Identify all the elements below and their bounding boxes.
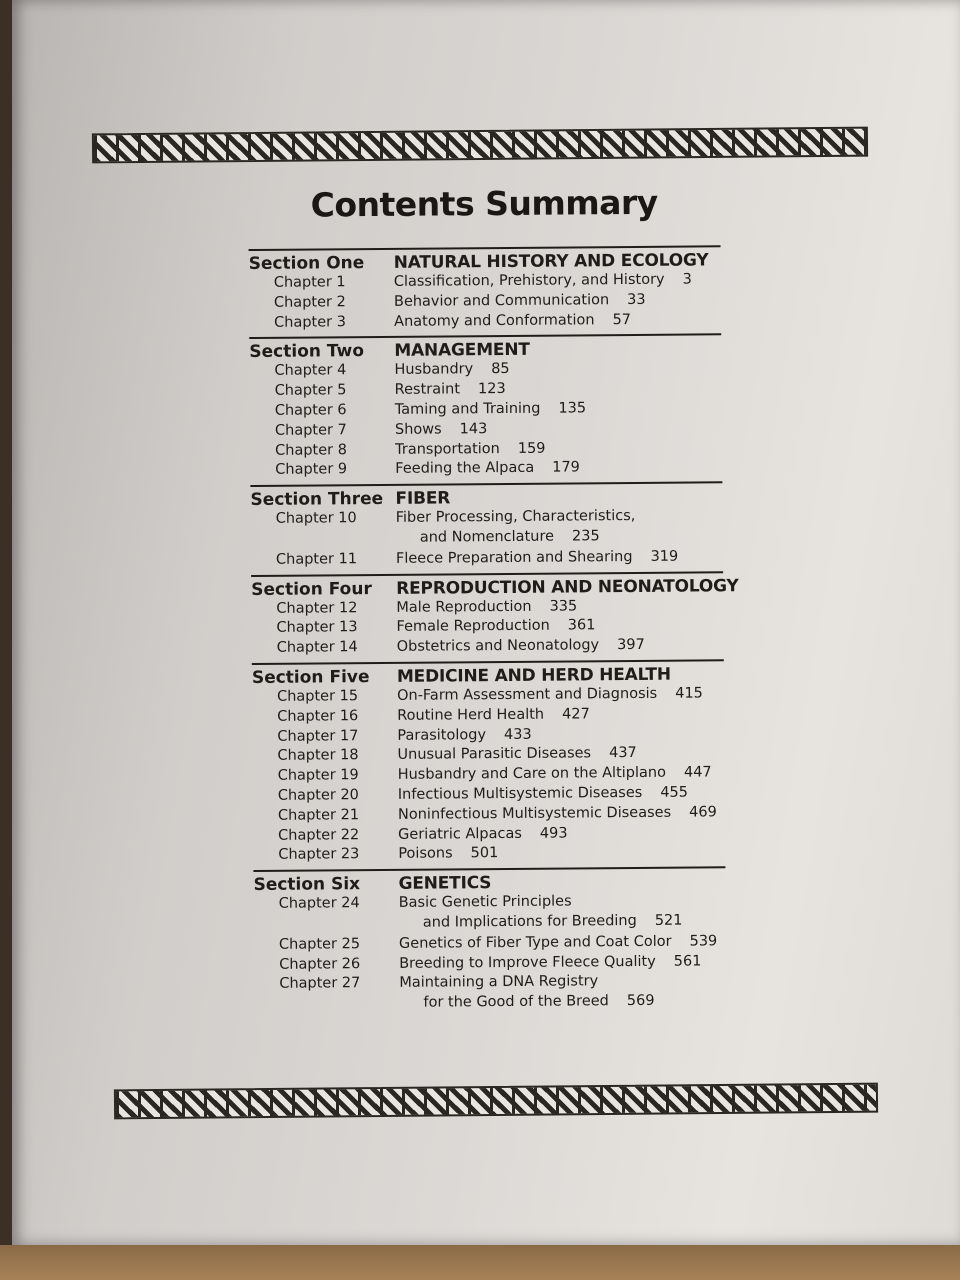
chapter-number: Chapter 2 (273, 294, 346, 311)
chapter-entry (254, 891, 726, 934)
chapter-title: Anatomy and Conformation (394, 311, 595, 330)
chapter-title: Behavior and Communication (393, 291, 610, 310)
chapter-title-continued (399, 912, 683, 934)
chapter-details (394, 311, 631, 333)
chapter-page-number: 539 (689, 933, 718, 950)
chapter-number: Chapter 17 (277, 727, 359, 745)
chapter-number: Chapter 11 (275, 550, 358, 568)
chapter-title-line2: and Implications for Breeding (422, 912, 637, 931)
chapter-details (396, 507, 636, 548)
chapter-page-number: 123 (477, 381, 506, 398)
chapter-page-number: 397 (617, 637, 645, 654)
section-title: NATURAL HISTORY AND ECOLOGY (393, 250, 709, 273)
chapter-number: Chapter 7 (274, 422, 347, 439)
chapter-number: Chapter 4 (274, 362, 347, 380)
chapter-entry (251, 506, 723, 549)
chapter-entry (249, 270, 721, 294)
section (250, 481, 723, 570)
chapter-details (396, 617, 595, 638)
chapter-details (397, 684, 703, 706)
chapter-title: Shows (394, 421, 442, 438)
chapter-number: Chapter 26 (279, 955, 361, 973)
section-title: FIBER (395, 488, 451, 510)
chapter-page-number: 501 (470, 845, 499, 862)
chapter-details (394, 271, 692, 293)
chapter-title-continued (399, 992, 654, 1014)
chapter-number: Chapter 3 (274, 313, 346, 331)
chapter-details (396, 547, 678, 569)
chapter-page-number: 427 (562, 706, 590, 723)
chapter-page-number: 447 (683, 764, 712, 781)
chapter-entry (252, 635, 724, 659)
chapter-page-number: 319 (650, 548, 679, 565)
chapter-title: Classification, Prehistory, and History (393, 271, 665, 290)
chapter-page-number: 433 (503, 726, 532, 743)
chapter-page-number: 469 (689, 804, 717, 821)
chapter-title: Transportation (395, 440, 500, 458)
chapter-page-number: 3 (682, 271, 692, 288)
chapter-page-number: 455 (660, 784, 689, 801)
chapter-number: Chapter 12 (276, 599, 358, 617)
chapter-title: Feeding the Alpaca (395, 460, 535, 478)
contents-summary (248, 176, 739, 1019)
chapter-entry (253, 803, 725, 827)
chapter-title-line2: for the Good of the Breed (423, 993, 609, 1011)
chapter-entry (251, 547, 723, 571)
chapter-page-number: 235 (571, 528, 600, 545)
chapter-page-number: 143 (459, 420, 488, 438)
chapter-number: Chapter 25 (278, 935, 361, 953)
chapter-page-number: 561 (673, 952, 702, 970)
chapter-title-line2: and Nomenclature (419, 528, 555, 546)
chapter-title: Genetics of Fiber Type and Coat Color (398, 933, 672, 952)
chapter-page-number: 33 (627, 291, 646, 308)
section (249, 245, 722, 333)
chapter-title: Husbandry and Care on the Altiplano (397, 764, 667, 783)
chapter-entry (252, 684, 724, 708)
chapter-title: Geriatric Alpacas (398, 825, 522, 843)
chapter-entry (254, 952, 726, 976)
chapter-page-number: 437 (609, 745, 637, 762)
chapter-details (397, 744, 636, 766)
chapter-title: Basic Genetic Principles (398, 893, 572, 911)
chapter-title: Breeding to Improve Fleece Quality (399, 953, 656, 972)
chapter-title: Infectious Multisystemic Diseases (397, 784, 643, 803)
chapter-details (395, 439, 546, 460)
chapter-page-number: 493 (539, 825, 568, 842)
page-title: Contents Summary (310, 182, 658, 225)
chapter-page-number: 415 (675, 685, 703, 702)
chapter-details (395, 420, 488, 441)
chapter-details (394, 360, 509, 381)
chapter-page-number: 159 (517, 440, 546, 457)
chapter-title: On-Farm Assessment and Diagnosis (396, 685, 658, 704)
chapter-details (395, 380, 506, 401)
sections-list (248, 245, 739, 1015)
chapter-page-number: 135 (558, 400, 587, 417)
chapter-page-number: 57 (612, 311, 632, 328)
chapter-number: Chapter 1 (273, 274, 346, 291)
chapter-details (398, 844, 498, 865)
chapter-number: Chapter 9 (275, 461, 348, 479)
section-label: Section Four (251, 578, 372, 600)
chapter-page-number: 521 (654, 912, 683, 929)
chapter-title: Female Reproduction (396, 618, 550, 636)
chapter-entry (253, 843, 725, 867)
chapter-details (398, 824, 568, 845)
chapter-title: Poisons (398, 845, 453, 863)
section-title: GENETICS (398, 873, 492, 894)
chapter-title: Maintaining a DNA Registry (399, 973, 599, 992)
chapter-number: Chapter 18 (277, 747, 359, 765)
chapter-page-number: 179 (552, 459, 580, 476)
section-label: Section Two (249, 341, 365, 363)
chapter-details (397, 705, 590, 726)
chapter-title: Obstetrics and Neonatology (396, 637, 600, 656)
chapter-title-continued (396, 527, 636, 549)
section-label: Section Six (253, 874, 361, 896)
chapter-number: Chapter 14 (276, 639, 358, 656)
chapter-number: Chapter 8 (275, 441, 347, 459)
chapter-details (399, 952, 701, 974)
chapter-details (399, 932, 717, 954)
chapter-number: Chapter 10 (275, 510, 357, 527)
chapter-title: Fleece Preparation and Shearing (395, 548, 633, 567)
section-title: MANAGEMENT (394, 340, 530, 362)
chapter-number: Chapter 6 (274, 402, 347, 419)
chapter-number: Chapter 23 (278, 846, 360, 864)
chapter-title: Routine Herd Health (397, 706, 545, 724)
chapter-number: Chapter 5 (274, 382, 347, 399)
chapter-title: Taming and Training (394, 400, 541, 418)
section (251, 571, 739, 659)
chapter-number: Chapter 22 (278, 826, 360, 844)
chapter-number: Chapter 21 (277, 806, 360, 824)
chapter-title: Restraint (394, 381, 461, 399)
chapter-number: Chapter 15 (276, 688, 359, 705)
chapter-title: Male Reproduction (396, 598, 532, 616)
book-gutter (0, 0, 12, 1245)
chapter-details (397, 636, 645, 658)
chapter-number: Chapter 19 (277, 767, 359, 784)
table-surface (0, 1245, 960, 1280)
chapter-number: Chapter 20 (277, 787, 359, 804)
chapter-page-number: 361 (567, 617, 596, 634)
chapter-number: Chapter 27 (279, 975, 361, 993)
chapter-title: Unusual Parasitic Diseases (397, 745, 592, 764)
chapter-details (398, 784, 688, 806)
section (249, 334, 722, 481)
chapter-title: Noninfectious Multisystemic Diseases (397, 804, 672, 823)
chapter-title: Husbandry (394, 361, 474, 379)
chapter-details (398, 764, 712, 786)
chapter-number: Chapter 13 (276, 619, 358, 637)
section-label: Section Three (250, 489, 384, 511)
section-title: REPRODUCTION AND NEONATOLOGY (396, 575, 739, 599)
chapter-details (397, 725, 531, 746)
chapter-page-number: 569 (626, 992, 655, 1010)
chapter-details (396, 597, 577, 618)
chapter-number: Chapter 24 (278, 895, 360, 912)
section-label: Section Five (251, 667, 370, 688)
chapter-details (398, 803, 717, 825)
section-title: MEDICINE AND HERD HEALTH (396, 664, 671, 687)
section (253, 866, 726, 1014)
section-label: Section One (248, 253, 365, 274)
chapter-page-number: 335 (549, 597, 578, 615)
section-header (251, 575, 739, 600)
chapter-entry (249, 310, 721, 334)
chapter-entry (250, 458, 722, 482)
chapter-details (395, 399, 586, 420)
chapter-title: Parasitology (397, 726, 487, 744)
chapter-details (399, 972, 654, 1014)
section (252, 659, 726, 866)
chapter-details (394, 291, 646, 313)
chapter-page-number: 85 (491, 361, 510, 378)
chapter-details (399, 892, 683, 934)
chapter-number: Chapter 16 (277, 707, 359, 725)
chapter-title: Fiber Processing, Characteristics, (395, 508, 636, 527)
chapter-entry (254, 972, 726, 1015)
chapter-details (395, 459, 580, 480)
